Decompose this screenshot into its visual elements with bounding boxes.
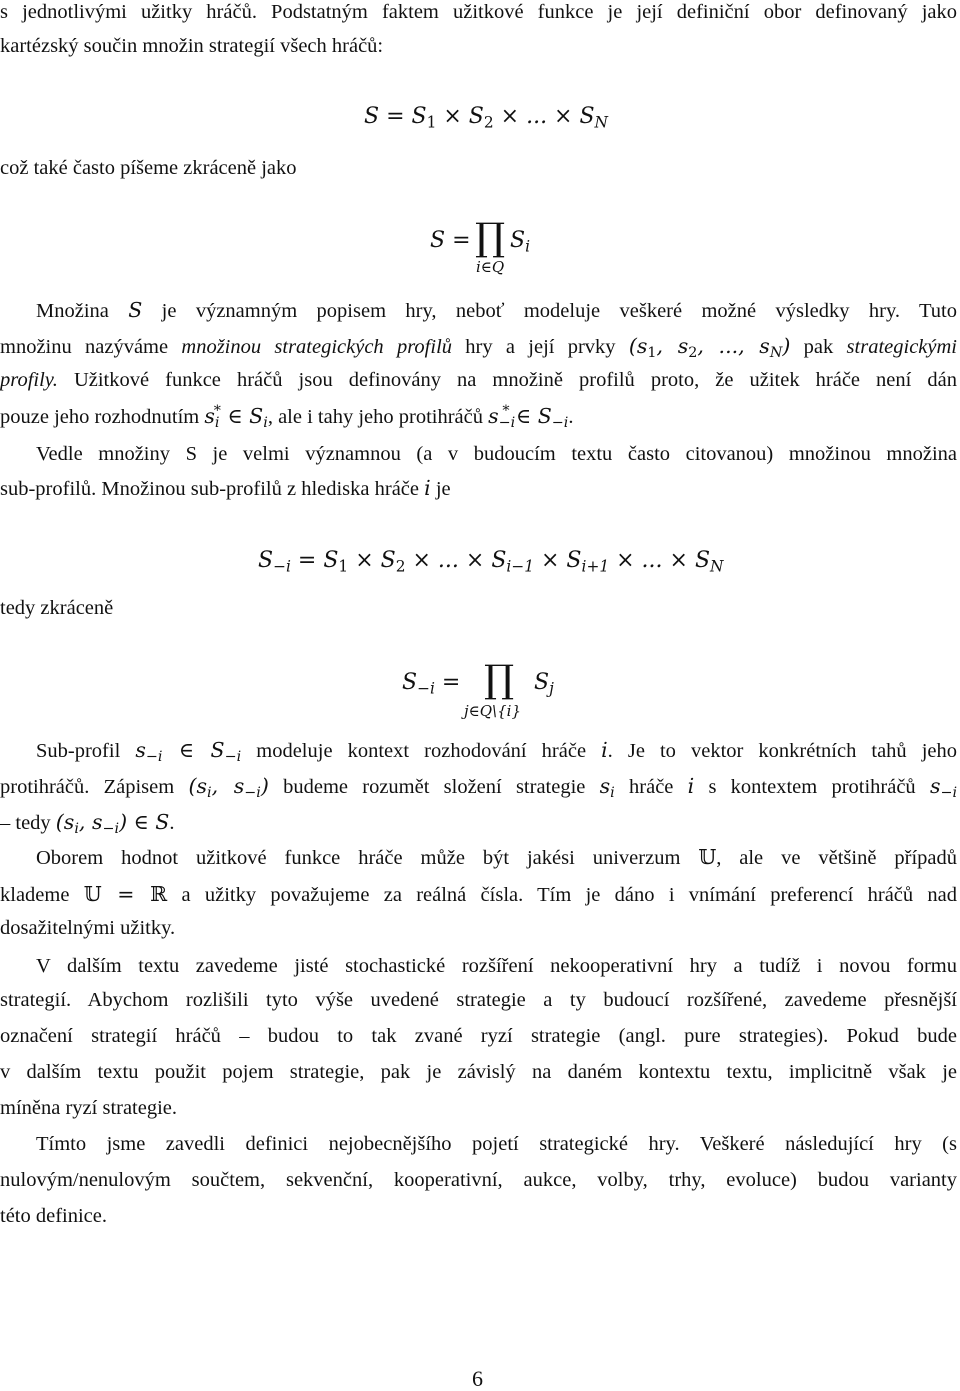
paragraph-line: dosažitelnými užitky. <box>0 917 176 939</box>
paragraph-line: Množina S je významným popisem hry, neboť modeluje veškeré možné výsledky hry. Tuto <box>36 298 957 322</box>
paragraph-line: pouze jeho rozhodnutím $s_i^*$ ∈ $S_i$, ale i tahy jeho protihráčů $s_{-i}^*$ ∈ $S_{-i}$. <box>0 403 574 432</box>
product-index: i∈Q <box>476 258 505 276</box>
paragraph-line: označení strategií hráčů – budou to tak zvané ryzí strategie (angl. pure strategies). Pokud bude <box>0 1025 957 1047</box>
paragraph-line: – tedy ($s_i$, $s_{-i}$) ∈ S. <box>0 810 175 838</box>
paragraph-line: klademe 𝕌 = ℝ a užitky považujeme za reálná čísla. Tím je dáno i vnímání preferencí hráčů nad <box>0 882 958 906</box>
paragraph-line: V dalším textu zavedeme jisté stochastické rozšíření nekooperativní hry a tudíž i novou formu <box>36 955 957 977</box>
product-symbol: ∏ <box>475 215 506 259</box>
paragraph-line: protihráčů. Zápisem ($s_i$, $s_{-i}$) budeme rozumět složení strategie $s_i$ hráče i s kontextem protihráčů $s_{-i}$ <box>0 774 958 802</box>
equation-rhs: $S_j$ <box>534 670 554 698</box>
paragraph-line: profily. Užitkové funkce hráčů jsou definovány na množině profilů proto, že užitek hráče není dán <box>0 369 957 391</box>
paragraph-line: Tímto jsme zavedli definici nejobecnějšího pojetí strategické hry. Veškeré následující hry (s <box>36 1133 957 1155</box>
product-equation <box>430 215 550 282</box>
paragraph-line: kartézský součin množin strategií všech hráčů: <box>0 35 384 57</box>
paragraph-line: této definice. <box>0 1205 108 1227</box>
paragraph-line: což také často píšeme zkráceně jako <box>0 157 297 179</box>
paragraph-line: míněna ryzí strategie. <box>0 1097 178 1119</box>
product-symbol: ∏ <box>484 657 515 701</box>
subprofile-equation: $S_{-i} = S_1 \times S_2$ × ... × $S_{i-1} \times S_{i+1}$ × ... × $S_N$ <box>258 548 724 576</box>
paragraph-line: množinu nazýváme množinou strategických profilů hry a její prvky ($s_1$, $s_2$, ..., $s_N$) pak strategickými <box>0 334 957 362</box>
page-number: 6 <box>472 1366 483 1391</box>
paragraph-line: strategií. Abychom rozlišili tyto výše uvedené strategie a ty budoucí rozšířené, zavedeme přesnější <box>0 989 957 1011</box>
paragraph-line: tedy zkráceně <box>0 597 114 619</box>
paragraph-line: Vedle množiny S je velmi významnou (a v budoucím textu často citovanou) množinou množina <box>36 443 957 465</box>
product-index: j∈Q\{i} <box>464 702 521 720</box>
subprofile-product-equation <box>402 657 572 724</box>
paragraph-line: Sub-profil $s_{-i}$ ∈ $S_{-i}$ modeluje kontext rozhodování hráče i. Je to vektor konkrétních tahů jeho <box>36 738 958 766</box>
equation-rhs: $S_i$ <box>510 228 531 256</box>
equation-lhs: $S_{-i}$ = <box>402 670 461 698</box>
equation-lhs: S = <box>430 228 471 253</box>
paragraph-line: v dalším textu použit pojem strategie, pak je závislý na daném kontextu textu, implicitně však je <box>0 1061 957 1083</box>
paragraph-line: s jednotlivými užitky hráčů. Podstatným faktem užitkové funkce je její definiční obor definovaný jako <box>0 1 957 23</box>
paragraph-line: sub-profilů. Množinou sub-profilů z hlediska hráče i je <box>0 476 451 500</box>
paragraph-line: nulovým/nenulovým součtem, sekvenční, kooperativní, aukce, volby, trhy, evoluce) budou varianty <box>0 1169 957 1191</box>
cartesian-product-equation: $S = S_1 \times S_2$ × ... × $S_N$ <box>364 104 609 132</box>
paragraph-line: Oborem hodnot užitkové funkce hráče může být jakési univerzum 𝕌, ale ve většině případů <box>36 847 957 869</box>
